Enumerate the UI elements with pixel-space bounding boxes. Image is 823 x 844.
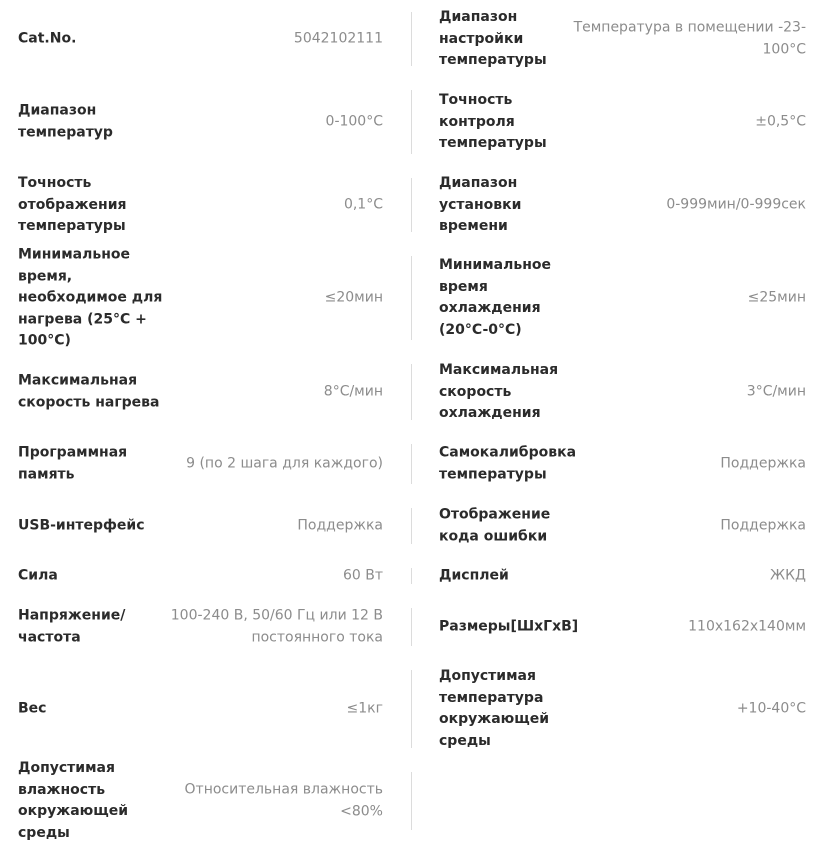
spec-value: 0-999мин/0-999сек (666, 196, 806, 213)
spec-label: Точность отображения температуры (18, 174, 127, 234)
spec-row (0, 496, 823, 556)
spec-row (0, 352, 823, 432)
spec-row (0, 760, 823, 842)
spec-label: Допустимая влажность окружающей среды (18, 760, 129, 841)
spec-row (0, 244, 823, 352)
spec-value: 60 Вт (342, 567, 383, 584)
spec-value: Поддержка (297, 517, 383, 534)
spec-row (0, 166, 823, 244)
spec-label: Минимальное время охлаждения (20°C-0°C) (439, 257, 552, 338)
spec-cell (0, 244, 411, 352)
spec-cell (411, 658, 823, 760)
spec-value: 3°C/мин (746, 383, 806, 400)
spec-cell (411, 432, 823, 496)
spec-label: Размеры[ШхГхВ] (439, 618, 579, 635)
spec-label: Диапазон установки времени (439, 174, 522, 234)
spec-label: Минимальное время, необходимое для нагрева (25°C + 100°C) (18, 246, 163, 349)
spec-cell (411, 166, 823, 244)
spec-value: Относительная влажность <80% (184, 781, 383, 819)
spec-value: 110x162x140мм (688, 618, 806, 635)
spec-cell (0, 496, 411, 556)
spec-cell (0, 760, 411, 842)
spec-value: 0-100°C (325, 113, 383, 130)
spec-cell (411, 0, 823, 78)
spec-label: Cat.No. (18, 30, 77, 47)
spec-cell (0, 658, 411, 760)
spec-cell (411, 496, 823, 556)
spec-value: ЖКД (770, 567, 806, 584)
spec-label: Вес (18, 700, 47, 717)
spec-cell (411, 352, 823, 432)
spec-cell (0, 0, 411, 78)
spec-label: Диапазон настройки температуры (439, 8, 547, 68)
spec-cell (411, 596, 823, 658)
spec-label: Диапазон температур (18, 102, 113, 140)
spec-value: 9 (по 2 шага для каждого) (186, 455, 383, 472)
spec-cell (0, 432, 411, 496)
spec-row (0, 78, 823, 166)
spec-cell (0, 556, 411, 596)
spec-value: 100-240 В, 50/60 Гц или 12 В постоянного тока (170, 607, 383, 645)
spec-value: 5042102111 (293, 30, 383, 47)
spec-value: ±0,5°C (755, 113, 806, 130)
spec-value: Температура в помещении -23-100°C (573, 19, 806, 57)
spec-label: Максимальная скорость нагрева (18, 372, 160, 410)
spec-value: Поддержка (720, 455, 806, 472)
spec-label: USB-интерфейс (18, 517, 145, 534)
spec-cell (0, 166, 411, 244)
spec-label: Сила (18, 567, 58, 584)
spec-label: Допустимая температура окружающей среды (439, 668, 550, 749)
spec-label: Точность контроля температуры (439, 91, 547, 151)
spec-cell (0, 596, 411, 658)
spec-cell (411, 78, 823, 166)
spec-label: Программная память (18, 444, 128, 482)
spec-label: Максимальная скорость охлаждения (439, 361, 559, 421)
spec-cell (411, 556, 823, 596)
spec-row (0, 556, 823, 596)
spec-row (0, 432, 823, 496)
spec-label: Дисплей (439, 567, 509, 584)
spec-value: ≤25мин (747, 289, 806, 306)
spec-row (0, 596, 823, 658)
spec-value: ≤1кг (346, 700, 383, 717)
spec-label: Отображение кода ошибки (439, 506, 551, 544)
spec-row (0, 658, 823, 760)
spec-value: Поддержка (720, 517, 806, 534)
spec-label: Самокалибровка температуры (439, 444, 577, 482)
spec-cell (411, 760, 823, 842)
spec-value: 8°C/мин (323, 383, 383, 400)
spec-value: +10-40°C (736, 700, 806, 717)
spec-cell (0, 352, 411, 432)
spec-value: 0,1°C (343, 196, 383, 213)
spec-cell (411, 244, 823, 352)
spec-value: ≤20мин (324, 289, 383, 306)
spec-row (0, 0, 823, 78)
spec-label: Напряжение/частота (18, 607, 126, 645)
spec-cell (0, 78, 411, 166)
